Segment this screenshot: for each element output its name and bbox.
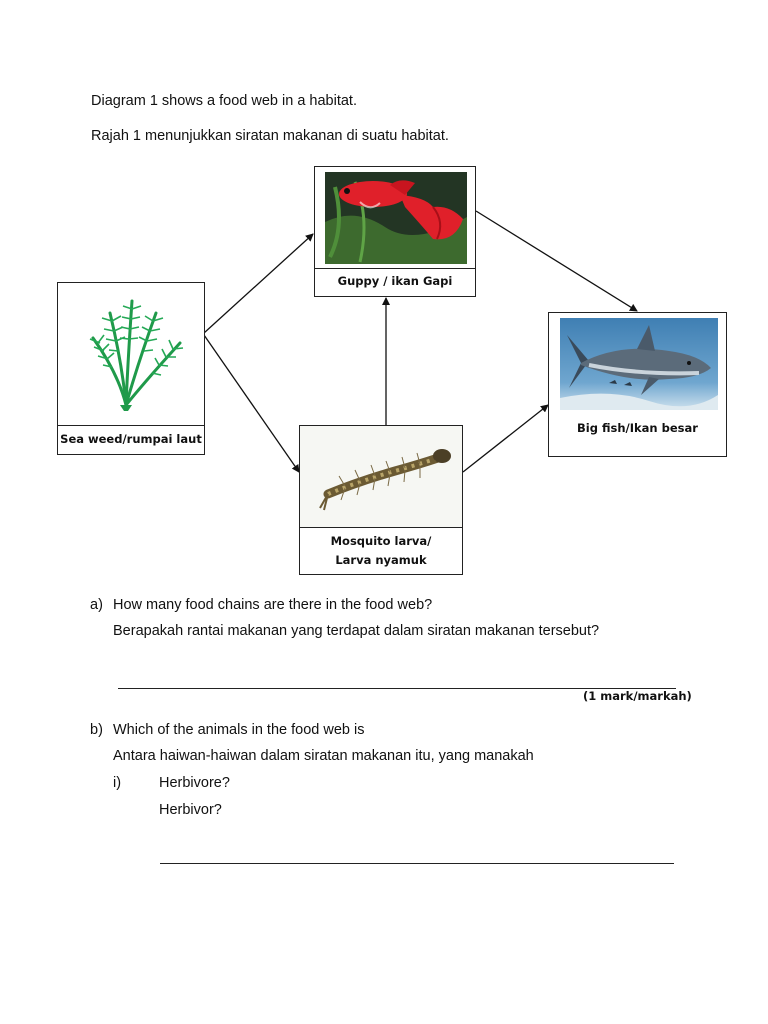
arrow-seaweed-to-larva (204, 335, 299, 472)
guppy-label: Guppy / ikan Gapi (337, 274, 453, 288)
big-fish-node (548, 312, 727, 457)
arrow-guppy-to-bigfish (476, 211, 637, 311)
question-a-english: How many food chains are there in the food web? (113, 597, 433, 613)
question-b-malay: Antara haiwan-haiwan dalam siratan makanan itu, yang manakah (113, 748, 534, 764)
question-b-i-label: i) (113, 775, 122, 791)
intro-malay: Rajah 1 menunjukkan siratan makanan di suatu habitat. (91, 128, 449, 144)
answer-line-b-i[interactable] (160, 863, 674, 864)
question-b-label: b) (90, 722, 103, 738)
question-b-english: Which of the animals in the food web is (113, 722, 365, 738)
seaweed-label: Sea weed/rumpai laut (60, 431, 202, 446)
big-fish-label: Big fish/Ikan besar (577, 420, 698, 435)
guppy-node (314, 166, 476, 297)
arrow-seaweed-to-guppy (204, 234, 313, 333)
seaweed-node (57, 282, 205, 455)
mosquito-larva-label: Mosquito larva/ Larva nyamuk (330, 533, 432, 567)
mosquito-larva-image (300, 426, 462, 528)
big-fish-image (549, 313, 726, 413)
question-b-i-english: Herbivore? (159, 775, 230, 791)
guppy-image (315, 167, 475, 269)
question-a-label: a) (90, 597, 103, 613)
question-a-malay: Berapakah rantai makanan yang terdapat dalam siratan makanan tersebut? (113, 623, 600, 639)
arrow-larva-to-bigfish (463, 405, 548, 472)
question-a-marks: (1 mark/markah) (583, 689, 692, 703)
question-b-i-malay: Herbivor? (159, 802, 222, 818)
seaweed-image (58, 283, 204, 426)
intro-english: Diagram 1 shows a food web in a habitat. (91, 93, 357, 109)
mosquito-larva-node (299, 425, 463, 575)
